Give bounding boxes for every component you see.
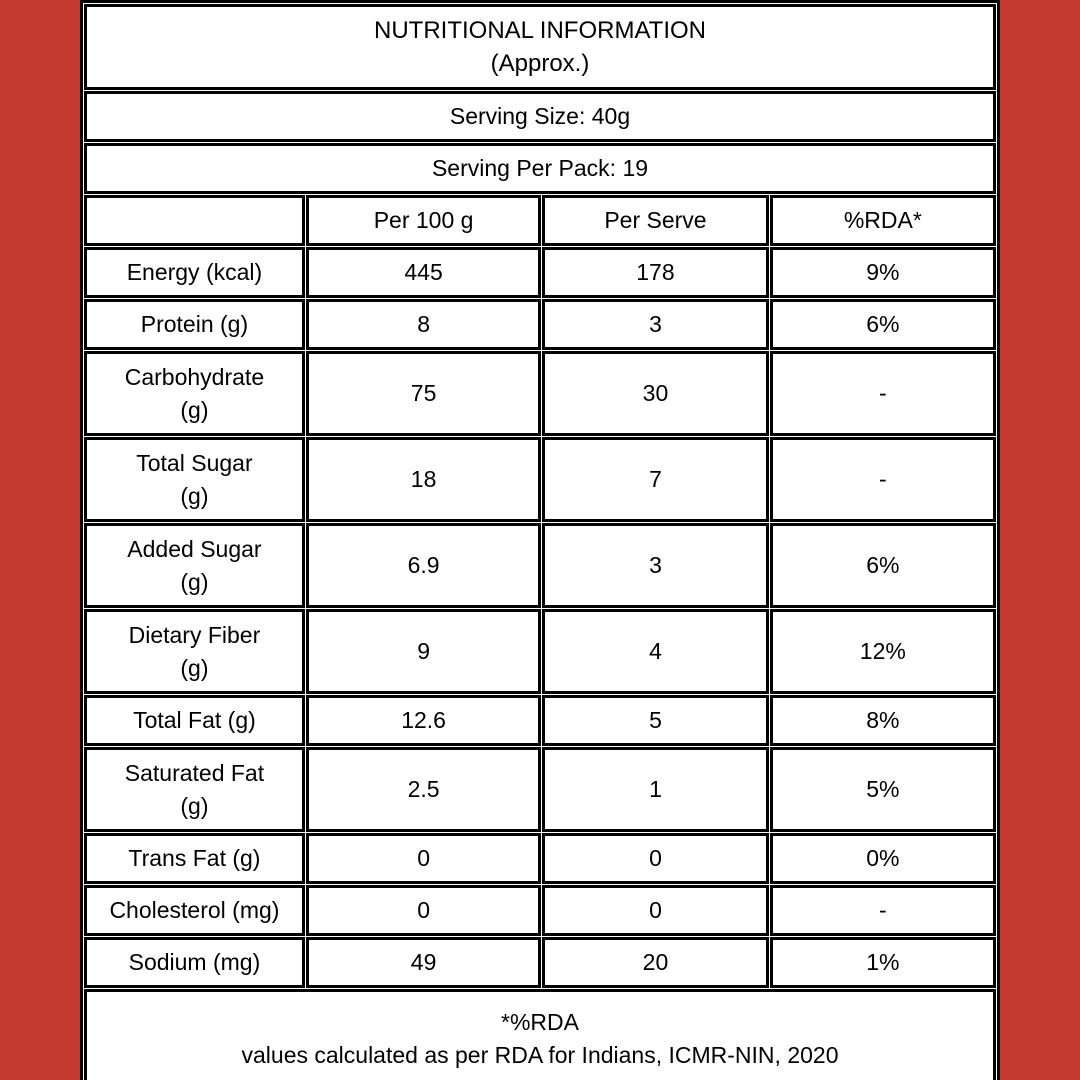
per-100g-value: 12.6 — [306, 695, 541, 746]
row-label-line2: (g) — [180, 792, 209, 819]
column-header-row — [84, 195, 996, 246]
rda-value: 6% — [770, 299, 996, 350]
rda-value: 6% — [770, 523, 996, 608]
per-serve-value: 0 — [542, 885, 768, 936]
rda-value: 0% — [770, 833, 996, 884]
per-100g-value: 8 — [306, 299, 541, 350]
serving-size-text: Serving Size: 40g — [84, 91, 996, 142]
footnote-line2: values calculated as per RDA for Indians, ICMR-NIN, 2020 — [241, 1042, 839, 1068]
table-row-energy — [84, 247, 996, 298]
row-label-cell — [84, 885, 305, 936]
row-label-line1: Dietary Fiber — [128, 621, 261, 648]
rda-value: 12% — [770, 609, 996, 694]
column-header-per-100g: Per 100 g — [306, 195, 541, 246]
row-label-line2: (g) — [180, 654, 209, 681]
nutrition-table — [80, 0, 1000, 1080]
row-label-cell — [84, 937, 305, 988]
per-serve-value: 30 — [542, 351, 768, 436]
table-row-added-sugar — [84, 523, 996, 608]
serving-per-pack-row — [84, 143, 996, 194]
per-100g-value: 445 — [306, 247, 541, 298]
row-label-line1: Total Sugar — [136, 449, 253, 476]
row-label-cell — [84, 609, 305, 694]
row-label-line1: Cholesterol (mg) — [109, 897, 280, 923]
per-100g-value: 49 — [306, 937, 541, 988]
row-label-cell — [84, 523, 305, 608]
row-label-cell — [84, 437, 305, 522]
table-row-cholesterol — [84, 885, 996, 936]
per-100g-value: 9 — [306, 609, 541, 694]
row-label-line1: Sodium (mg) — [128, 949, 261, 975]
row-label-cell — [84, 247, 305, 298]
per-100g-value: 18 — [306, 437, 541, 522]
row-label-line2: (g) — [180, 568, 209, 595]
per-100g-value: 6.9 — [306, 523, 541, 608]
rda-value: - — [770, 885, 996, 936]
row-label-line1: Added Sugar — [127, 535, 262, 562]
table-row-saturated-fat — [84, 747, 996, 832]
rda-value: - — [770, 351, 996, 436]
per-serve-value: 3 — [542, 299, 768, 350]
row-label-cell — [84, 299, 305, 350]
row-label-cell — [84, 833, 305, 884]
rda-value: 8% — [770, 695, 996, 746]
column-header-per-serve: Per Serve — [542, 195, 768, 246]
table-title-cell — [84, 4, 996, 90]
per-serve-value: 1 — [542, 747, 768, 832]
per-serve-value: 3 — [542, 523, 768, 608]
row-label-line2: (g) — [180, 396, 209, 423]
rda-value: - — [770, 437, 996, 522]
row-label-cell — [84, 351, 305, 436]
per-100g-value: 0 — [306, 885, 541, 936]
row-label-line1: Trans Fat (g) — [128, 845, 261, 871]
column-header-blank — [84, 195, 305, 246]
per-serve-value: 4 — [542, 609, 768, 694]
per-serve-value: 20 — [542, 937, 768, 988]
per-serve-value: 178 — [542, 247, 768, 298]
title-row — [84, 4, 996, 90]
table-row-carbohydrate — [84, 351, 996, 436]
serving-per-pack-text: Serving Per Pack: 19 — [84, 143, 996, 194]
row-label-line2: (g) — [180, 482, 209, 509]
table-row-protein — [84, 299, 996, 350]
row-label-line1: Protein (g) — [140, 311, 249, 337]
row-label-cell — [84, 747, 305, 832]
row-label-line1: Total Fat (g) — [133, 707, 256, 733]
footnote-line1: *%RDA — [501, 1009, 579, 1035]
rda-value: 5% — [770, 747, 996, 832]
per-100g-value: 75 — [306, 351, 541, 436]
per-100g-value: 0 — [306, 833, 541, 884]
footnote-cell — [84, 989, 996, 1080]
rda-value: 9% — [770, 247, 996, 298]
row-label-line1: Saturated Fat — [124, 759, 265, 786]
table-row-trans-fat — [84, 833, 996, 884]
rda-value: 1% — [770, 937, 996, 988]
serving-size-row — [84, 91, 996, 142]
per-serve-value: 5 — [542, 695, 768, 746]
table-row-total-sugar — [84, 437, 996, 522]
table-title: NUTRITIONAL INFORMATION — [374, 17, 706, 44]
table-subtitle-approx: (Approx.) — [490, 50, 590, 77]
per-serve-value: 0 — [542, 833, 768, 884]
table-row-total-fat — [84, 695, 996, 746]
table-row-dietary-fiber — [84, 609, 996, 694]
row-label-cell — [84, 695, 305, 746]
footnote-row — [84, 989, 996, 1080]
row-label-line1: Carbohydrate — [124, 363, 265, 390]
column-header-rda: %RDA* — [770, 195, 996, 246]
per-serve-value: 7 — [542, 437, 768, 522]
table-row-sodium — [84, 937, 996, 988]
per-100g-value: 2.5 — [306, 747, 541, 832]
row-label-line1: Energy (kcal) — [126, 259, 263, 285]
